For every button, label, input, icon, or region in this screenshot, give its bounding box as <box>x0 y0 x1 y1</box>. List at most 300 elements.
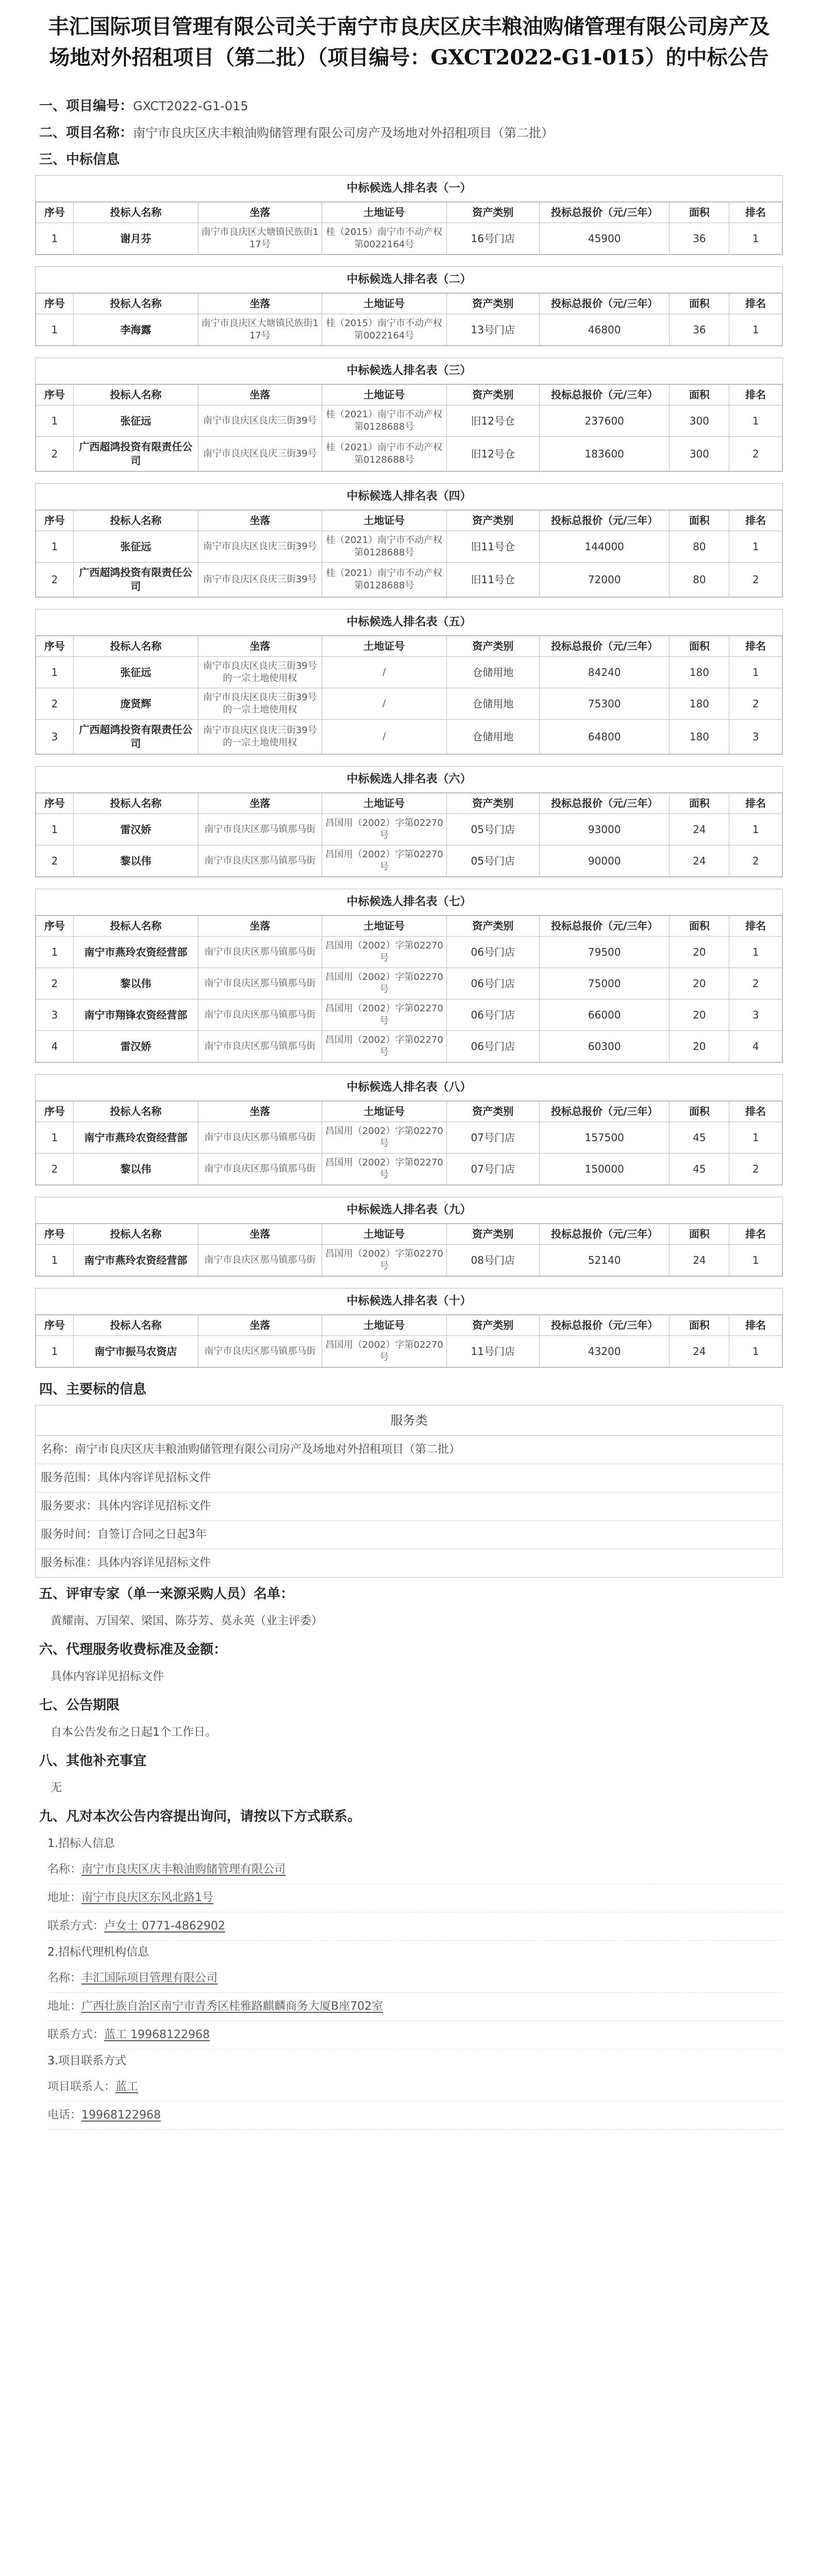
cell-loc: 南宁市良庆区那马镇那马街 <box>198 1154 322 1185</box>
cell-area: 20 <box>670 968 729 999</box>
cell-area: 180 <box>670 657 729 688</box>
cell-no: 1 <box>36 814 74 845</box>
column-header: 资产类别 <box>446 793 539 814</box>
cell-price: 93000 <box>539 814 670 845</box>
cell-price: 84240 <box>539 657 670 688</box>
column-header: 投标总报价（元/三年） <box>539 511 670 531</box>
cell-loc: 南宁市良庆区那马镇那马街 <box>198 1245 322 1276</box>
tenderer-info-title: 1.招标人信息 <box>47 1837 115 1850</box>
column-header: 序号 <box>36 385 74 405</box>
cell-no: 1 <box>36 405 74 437</box>
table-row <box>36 405 782 437</box>
cell-rank: 1 <box>729 314 782 346</box>
cell-no: 1 <box>36 937 74 968</box>
table-row <box>36 314 782 346</box>
column-header: 排名 <box>729 636 782 657</box>
cell-rank: 1 <box>729 531 782 563</box>
cell-no: 1 <box>36 223 74 255</box>
cell-name: 黎以伟 <box>73 845 198 877</box>
cell-no: 1 <box>36 1245 74 1276</box>
cell-loc: 南宁市良庆区良庆三街39号 <box>198 563 322 597</box>
cell-name: 谢月芬 <box>73 223 198 255</box>
column-header: 排名 <box>729 793 782 814</box>
cell-rank: 2 <box>729 437 782 471</box>
table-row <box>36 1336 782 1367</box>
column-header: 坐落 <box>198 636 322 657</box>
column-header: 投标总报价（元/三年） <box>539 1315 670 1336</box>
column-header: 面积 <box>670 294 729 314</box>
cell-price: 43200 <box>539 1336 670 1367</box>
cell-rank: 1 <box>729 1336 782 1367</box>
cell-area: 300 <box>670 437 729 471</box>
cell-no: 2 <box>36 688 74 720</box>
cell-cert: 昌国用（2002）字第02270号 <box>322 1336 446 1367</box>
cell-cert: 昌国用（2002）字第02270号 <box>322 845 446 877</box>
column-header: 坐落 <box>198 1224 322 1245</box>
table-header-row <box>36 202 782 223</box>
cell-addr: 06号门店 <box>446 937 539 968</box>
column-header: 投标总报价（元/三年） <box>539 1224 670 1245</box>
column-header: 坐落 <box>198 385 322 405</box>
cell-no: 4 <box>36 1031 74 1062</box>
column-header: 投标人名称 <box>73 793 198 814</box>
column-header: 面积 <box>670 1101 729 1122</box>
table-header-row <box>36 1315 782 1336</box>
section-contact-heading: 九、凡对本次公告内容提出询问，请按以下方式联系。 <box>39 1809 361 1824</box>
cell-addr: 13号门店 <box>446 314 539 346</box>
cell-cert: 桂（2015）南宁市不动产权第0022164号 <box>322 314 446 346</box>
column-header: 坐落 <box>198 793 322 814</box>
cell-area: 24 <box>670 845 729 877</box>
cell-area: 24 <box>670 814 729 845</box>
candidate-ranking-table <box>35 1074 783 1185</box>
column-header: 排名 <box>729 1224 782 1245</box>
column-header: 序号 <box>36 793 74 814</box>
table-row <box>36 657 782 688</box>
section-other-heading: 八、其他补充事宜 <box>39 1753 147 1769</box>
column-header: 投标人名称 <box>73 294 198 314</box>
cell-name: 雷汉娇 <box>73 1031 198 1062</box>
cell-cert: 昌国用（2002）字第02270号 <box>322 1245 446 1276</box>
column-header: 投标人名称 <box>73 385 198 405</box>
cell-rank: 3 <box>729 999 782 1031</box>
table-row <box>36 223 782 255</box>
table-header-row <box>36 1101 782 1122</box>
column-header: 投标总报价（元/三年） <box>539 916 670 937</box>
table-row <box>36 688 782 720</box>
cell-rank: 2 <box>729 845 782 877</box>
cell-price: 90000 <box>539 845 670 877</box>
cell-cert: 昌国用（2002）字第02270号 <box>322 937 446 968</box>
cell-area: 45 <box>670 1154 729 1185</box>
cell-cert: 昌国用（2002）字第02270号 <box>322 814 446 845</box>
cell-rank: 2 <box>729 1154 782 1185</box>
column-header: 投标人名称 <box>73 1101 198 1122</box>
table-row <box>36 968 782 999</box>
cell-loc: 南宁市良庆区那马镇那马街 <box>198 968 322 999</box>
column-header: 面积 <box>670 202 729 223</box>
cell-area: 24 <box>670 1336 729 1367</box>
cell-price: 144000 <box>539 531 670 563</box>
cell-cert: 桂（2021）南宁市不动产权第0128688号 <box>322 563 446 597</box>
column-header: 坐落 <box>198 294 322 314</box>
column-header: 投标人名称 <box>73 202 198 223</box>
column-header: 资产类别 <box>446 636 539 657</box>
column-header: 面积 <box>670 793 729 814</box>
cell-loc: 南宁市良庆区良庆三街39号的一宗土地使用权 <box>198 720 322 754</box>
column-header: 坐落 <box>198 1315 322 1336</box>
cell-rank: 2 <box>729 968 782 999</box>
table-row <box>36 937 782 968</box>
agency-contact: 联系方式：蓝工 19968122968 <box>47 2021 783 2049</box>
column-header: 投标人名称 <box>73 916 198 937</box>
column-header: 面积 <box>670 1315 729 1336</box>
column-header: 序号 <box>36 202 74 223</box>
tenderer-contact: 联系方式：卢女士 0771-4862902 <box>47 1912 783 1941</box>
column-header: 土地证号 <box>322 916 446 937</box>
candidate-ranking-table <box>35 266 783 346</box>
column-header: 坐落 <box>198 916 322 937</box>
table-header-row <box>36 916 782 937</box>
column-header: 排名 <box>729 202 782 223</box>
table-row <box>36 437 782 471</box>
column-header: 资产类别 <box>446 1224 539 1245</box>
table-header-row <box>36 511 782 531</box>
cell-area: 20 <box>670 1031 729 1062</box>
table-row <box>36 1122 782 1154</box>
column-header: 序号 <box>36 1315 74 1336</box>
candidate-ranking-table <box>35 1197 783 1277</box>
table-row <box>36 531 782 563</box>
cell-price: 79500 <box>539 937 670 968</box>
cell-rank: 2 <box>729 688 782 720</box>
section-fee-heading: 六、代理服务收费标准及金额： <box>39 1642 227 1657</box>
column-header: 投标总报价（元/三年） <box>539 1101 670 1122</box>
cell-loc: 南宁市良庆区大塘镇民族街117号 <box>198 314 322 346</box>
cell-loc: 南宁市良庆区那马镇那马街 <box>198 937 322 968</box>
cell-cert: 昌国用（2002）字第02270号 <box>322 1031 446 1062</box>
service-line: 服务标准：具体内容详见招标文件 <box>41 1556 211 1569</box>
column-header: 投标总报价（元/三年） <box>539 294 670 314</box>
section-main-subject-heading: 四、主要标的信息 <box>39 1382 147 1397</box>
cell-price: 75300 <box>539 688 670 720</box>
cell-name: 南宁市燕玲农资经营部 <box>73 1245 198 1276</box>
cell-rank: 1 <box>729 937 782 968</box>
cell-cert: 桂（2021）南宁市不动产权第0128688号 <box>322 531 446 563</box>
experts-list: 黄耀南、万国荣、梁国、陈芬芳、莫永英（业主评委） <box>51 1615 323 1628</box>
cell-addr: 05号门店 <box>446 814 539 845</box>
table-caption: 中标候选人排名表（三） <box>36 358 782 384</box>
column-header: 资产类别 <box>446 916 539 937</box>
cell-no: 3 <box>36 720 74 754</box>
table-caption: 中标候选人排名表（五） <box>36 609 782 636</box>
column-header: 序号 <box>36 916 74 937</box>
tenderer-name: 名称：南宁市良庆区庆丰粮油购储管理有限公司 <box>47 1856 783 1884</box>
table-row <box>36 1031 782 1062</box>
column-header: 投标总报价（元/三年） <box>539 793 670 814</box>
cell-area: 36 <box>670 223 729 255</box>
cell-loc: 南宁市良庆区那马镇那马街 <box>198 999 322 1031</box>
cell-no: 1 <box>36 1122 74 1154</box>
table-caption: 中标候选人排名表（十） <box>36 1289 782 1315</box>
table-caption: 中标候选人排名表（二） <box>36 267 782 293</box>
cell-no: 2 <box>36 437 74 471</box>
column-header: 序号 <box>36 511 74 531</box>
cell-rank: 4 <box>729 1031 782 1062</box>
cell-cert: 桂（2015）南宁市不动产权第0022164号 <box>322 223 446 255</box>
cell-name: 张征远 <box>73 531 198 563</box>
cell-rank: 1 <box>729 1122 782 1154</box>
cell-cert: 昌国用（2002）字第02270号 <box>322 1154 446 1185</box>
cell-name: 雷汉娇 <box>73 814 198 845</box>
cell-name: 南宁市燕玲农资经营部 <box>73 1122 198 1154</box>
column-header: 土地证号 <box>322 294 446 314</box>
table-caption: 中标候选人排名表（七） <box>36 889 782 916</box>
cell-price: 237600 <box>539 405 670 437</box>
table-header-row <box>36 385 782 405</box>
candidate-ranking-table <box>35 358 783 472</box>
cell-rank: 1 <box>729 223 782 255</box>
cell-name: 广西超鸿投资有限责任公司 <box>73 437 198 471</box>
cell-addr: 05号门店 <box>446 845 539 877</box>
column-header: 面积 <box>670 385 729 405</box>
cell-area: 180 <box>670 688 729 720</box>
table-caption: 中标候选人排名表（六） <box>36 767 782 793</box>
table-row <box>36 1154 782 1185</box>
agency-name: 名称：丰汇国际项目管理有限公司 <box>47 1964 783 1993</box>
table-row <box>36 720 782 754</box>
cell-cert: / <box>322 720 446 754</box>
table-row <box>36 845 782 877</box>
cell-no: 1 <box>36 1336 74 1367</box>
cell-loc: 南宁市良庆区良庆三街39号的一宗土地使用权 <box>198 657 322 688</box>
column-header: 土地证号 <box>322 511 446 531</box>
cell-name: 广西超鸿投资有限责任公司 <box>73 720 198 754</box>
column-header: 排名 <box>729 294 782 314</box>
cell-loc: 南宁市良庆区良庆三街39号的一宗土地使用权 <box>198 688 322 720</box>
candidate-ranking-table <box>35 1288 783 1368</box>
cell-area: 45 <box>670 1122 729 1154</box>
table-caption: 中标候选人排名表（一） <box>36 176 782 202</box>
cell-loc: 南宁市良庆区那马镇那马街 <box>198 1122 322 1154</box>
cell-rank: 1 <box>729 1245 782 1276</box>
cell-no: 3 <box>36 999 74 1031</box>
cell-loc: 南宁市良庆区那马镇那马街 <box>198 845 322 877</box>
cell-loc: 南宁市良庆区良庆三街39号 <box>198 405 322 437</box>
column-header: 面积 <box>670 636 729 657</box>
tenderer-address: 地址：南宁市良庆区东风北路1号 <box>47 1884 783 1912</box>
column-header: 面积 <box>670 511 729 531</box>
candidate-ranking-table <box>35 175 783 255</box>
cell-area: 24 <box>670 1245 729 1276</box>
cell-name: 李海露 <box>73 314 198 346</box>
column-header: 资产类别 <box>446 385 539 405</box>
section-project-number: 一、项目编号：GXCT2022-G1-015 <box>39 98 248 114</box>
section-project-name: 二、项目名称：南宁市良庆区庆丰粮油购储管理有限公司房产及场地对外招租项目（第二批） <box>39 125 554 141</box>
service-line: 名称：南宁市良庆区庆丰粮油购储管理有限公司房产及场地对外招租项目（第二批） <box>36 1436 782 1464</box>
column-header: 资产类别 <box>446 1101 539 1122</box>
column-header: 投标人名称 <box>73 511 198 531</box>
service-line: 服务时间：自签订合同之日起3年 <box>36 1521 782 1549</box>
column-header: 土地证号 <box>322 1224 446 1245</box>
cell-addr: 06号门店 <box>446 1031 539 1062</box>
cell-name: 张征远 <box>73 405 198 437</box>
cell-rank: 1 <box>729 814 782 845</box>
agency-address: 地址：广西壮族自治区南宁市青秀区桂雅路麒麟商务大厦B座702室 <box>47 1993 783 2021</box>
cell-name: 南宁市燕玲农资经营部 <box>73 937 198 968</box>
column-header: 序号 <box>36 636 74 657</box>
table-row <box>36 814 782 845</box>
cell-addr: 07号门店 <box>446 1122 539 1154</box>
cell-cert: 昌国用（2002）字第02270号 <box>322 968 446 999</box>
cell-area: 80 <box>670 563 729 597</box>
cell-area: 180 <box>670 720 729 754</box>
column-header: 投标总报价（元/三年） <box>539 202 670 223</box>
cell-addr: 06号门店 <box>446 968 539 999</box>
cell-no: 2 <box>36 968 74 999</box>
cell-addr: 旧12号仓 <box>446 405 539 437</box>
service-line: 服务范围：具体内容详见招标文件 <box>36 1464 782 1493</box>
column-header: 坐落 <box>198 1101 322 1122</box>
cell-addr: 06号门店 <box>446 999 539 1031</box>
column-header: 面积 <box>670 1224 729 1245</box>
cell-loc: 南宁市良庆区那马镇那马街 <box>198 1031 322 1062</box>
table-caption: 中标候选人排名表（八） <box>36 1075 782 1101</box>
cell-addr: 11号门店 <box>446 1336 539 1367</box>
fee-text: 具体内容详见招标文件 <box>51 1670 164 1683</box>
column-header: 投标总报价（元/三年） <box>539 636 670 657</box>
project-contact-title: 3.项目联系方式 <box>47 2055 126 2067</box>
column-header: 排名 <box>729 1315 782 1336</box>
section-award-info-heading: 三、中标信息 <box>39 152 120 167</box>
cell-loc: 南宁市良庆区那马镇那马街 <box>198 814 322 845</box>
table-caption: 中标候选人排名表（九） <box>36 1197 782 1224</box>
cell-no: 2 <box>36 563 74 597</box>
cell-cert: 昌国用（2002）字第02270号 <box>322 1122 446 1154</box>
candidate-ranking-table <box>35 609 783 755</box>
candidate-ranking-table <box>35 766 783 877</box>
service-type-caption: 服务类 <box>36 1405 782 1436</box>
cell-price: 72000 <box>539 563 670 597</box>
cell-area: 36 <box>670 314 729 346</box>
column-header: 序号 <box>36 1224 74 1245</box>
cell-loc: 南宁市良庆区大塘镇民族街117号 <box>198 223 322 255</box>
column-header: 排名 <box>729 916 782 937</box>
agency-info-title: 2.招标代理机构信息 <box>47 1946 149 1959</box>
cell-no: 1 <box>36 657 74 688</box>
candidate-ranking-table <box>35 889 783 1063</box>
column-header: 土地证号 <box>322 202 446 223</box>
table-caption: 中标候选人排名表（四） <box>36 484 782 510</box>
cell-price: 150000 <box>539 1154 670 1185</box>
column-header: 面积 <box>670 916 729 937</box>
section-notice-period-heading: 七、公告期限 <box>39 1698 120 1713</box>
cell-name: 庞贤辉 <box>73 688 198 720</box>
cell-name: 张征远 <box>73 657 198 688</box>
cell-name: 广西超鸿投资有限责任公司 <box>73 563 198 597</box>
service-line: 服务要求：具体内容详见招标文件 <box>36 1493 782 1521</box>
column-header: 资产类别 <box>446 511 539 531</box>
cell-cert: 桂（2021）南宁市不动产权第0128688号 <box>322 437 446 471</box>
cell-cert: 昌国用（2002）字第02270号 <box>322 999 446 1031</box>
cell-area: 80 <box>670 531 729 563</box>
table-header-row <box>36 636 782 657</box>
column-header: 土地证号 <box>322 793 446 814</box>
cell-area: 20 <box>670 937 729 968</box>
cell-addr: 16号门店 <box>446 223 539 255</box>
cell-price: 66000 <box>539 999 670 1031</box>
cell-area: 300 <box>670 405 729 437</box>
column-header: 序号 <box>36 294 74 314</box>
table-row <box>36 1245 782 1276</box>
cell-name: 南宁市振马农资店 <box>73 1336 198 1367</box>
page-title: 丰汇国际项目管理有限公司关于南宁市良庆区庆丰粮油购储管理有限公司房产及场地对外招租项目（第二批）（项目编号：GXCT2022-G1-015）的中标公告 <box>48 14 770 70</box>
cell-cert: 桂（2021）南宁市不动产权第0128688号 <box>322 405 446 437</box>
contact-block <box>35 1832 783 2130</box>
cell-addr: 旧11号仓 <box>446 531 539 563</box>
table-header-row <box>36 294 782 314</box>
cell-price: 45900 <box>539 223 670 255</box>
cell-name: 黎以伟 <box>73 968 198 999</box>
table-header-row <box>36 1224 782 1245</box>
section-experts-heading: 五、评审专家（单一来源采购人员）名单： <box>39 1586 294 1602</box>
column-header: 排名 <box>729 511 782 531</box>
cell-addr: 旧11号仓 <box>446 563 539 597</box>
cell-price: 60300 <box>539 1031 670 1062</box>
project-contact-person: 项目联系人：蓝工 <box>47 2073 783 2102</box>
column-header: 排名 <box>729 1101 782 1122</box>
column-header: 土地证号 <box>322 636 446 657</box>
other-text: 无 <box>51 1782 62 1794</box>
column-header: 坐落 <box>198 202 322 223</box>
service-info-table <box>35 1405 783 1578</box>
cell-price: 64800 <box>539 720 670 754</box>
table-header-row <box>36 793 782 814</box>
column-header: 资产类别 <box>446 202 539 223</box>
cell-no: 2 <box>36 845 74 877</box>
cell-addr: 08号门店 <box>446 1245 539 1276</box>
cell-rank: 1 <box>729 405 782 437</box>
cell-cert: / <box>322 688 446 720</box>
column-header: 土地证号 <box>322 1315 446 1336</box>
cell-name: 黎以伟 <box>73 1154 198 1185</box>
column-header: 资产类别 <box>446 1315 539 1336</box>
cell-cert: / <box>322 657 446 688</box>
cell-no: 1 <box>36 531 74 563</box>
column-header: 序号 <box>36 1101 74 1122</box>
cell-area: 20 <box>670 999 729 1031</box>
project-contact-phone: 电话：19968122968 <box>47 2102 783 2130</box>
column-header: 土地证号 <box>322 385 446 405</box>
award-tables <box>35 175 783 1368</box>
cell-loc: 南宁市良庆区良庆三街39号 <box>198 531 322 563</box>
cell-no: 2 <box>36 1154 74 1185</box>
column-header: 投标人名称 <box>73 1315 198 1336</box>
cell-price: 157500 <box>539 1122 670 1154</box>
cell-loc: 南宁市良庆区良庆三街39号 <box>198 437 322 471</box>
column-header: 投标总报价（元/三年） <box>539 385 670 405</box>
column-header: 排名 <box>729 385 782 405</box>
cell-addr: 旧12号仓 <box>446 437 539 471</box>
column-header: 投标人名称 <box>73 636 198 657</box>
cell-price: 52140 <box>539 1245 670 1276</box>
column-header: 土地证号 <box>322 1101 446 1122</box>
cell-rank: 1 <box>729 657 782 688</box>
cell-price: 75000 <box>539 968 670 999</box>
cell-addr: 仓储用地 <box>446 688 539 720</box>
cell-loc: 南宁市良庆区那马镇那马街 <box>198 1336 322 1367</box>
table-row <box>36 563 782 597</box>
